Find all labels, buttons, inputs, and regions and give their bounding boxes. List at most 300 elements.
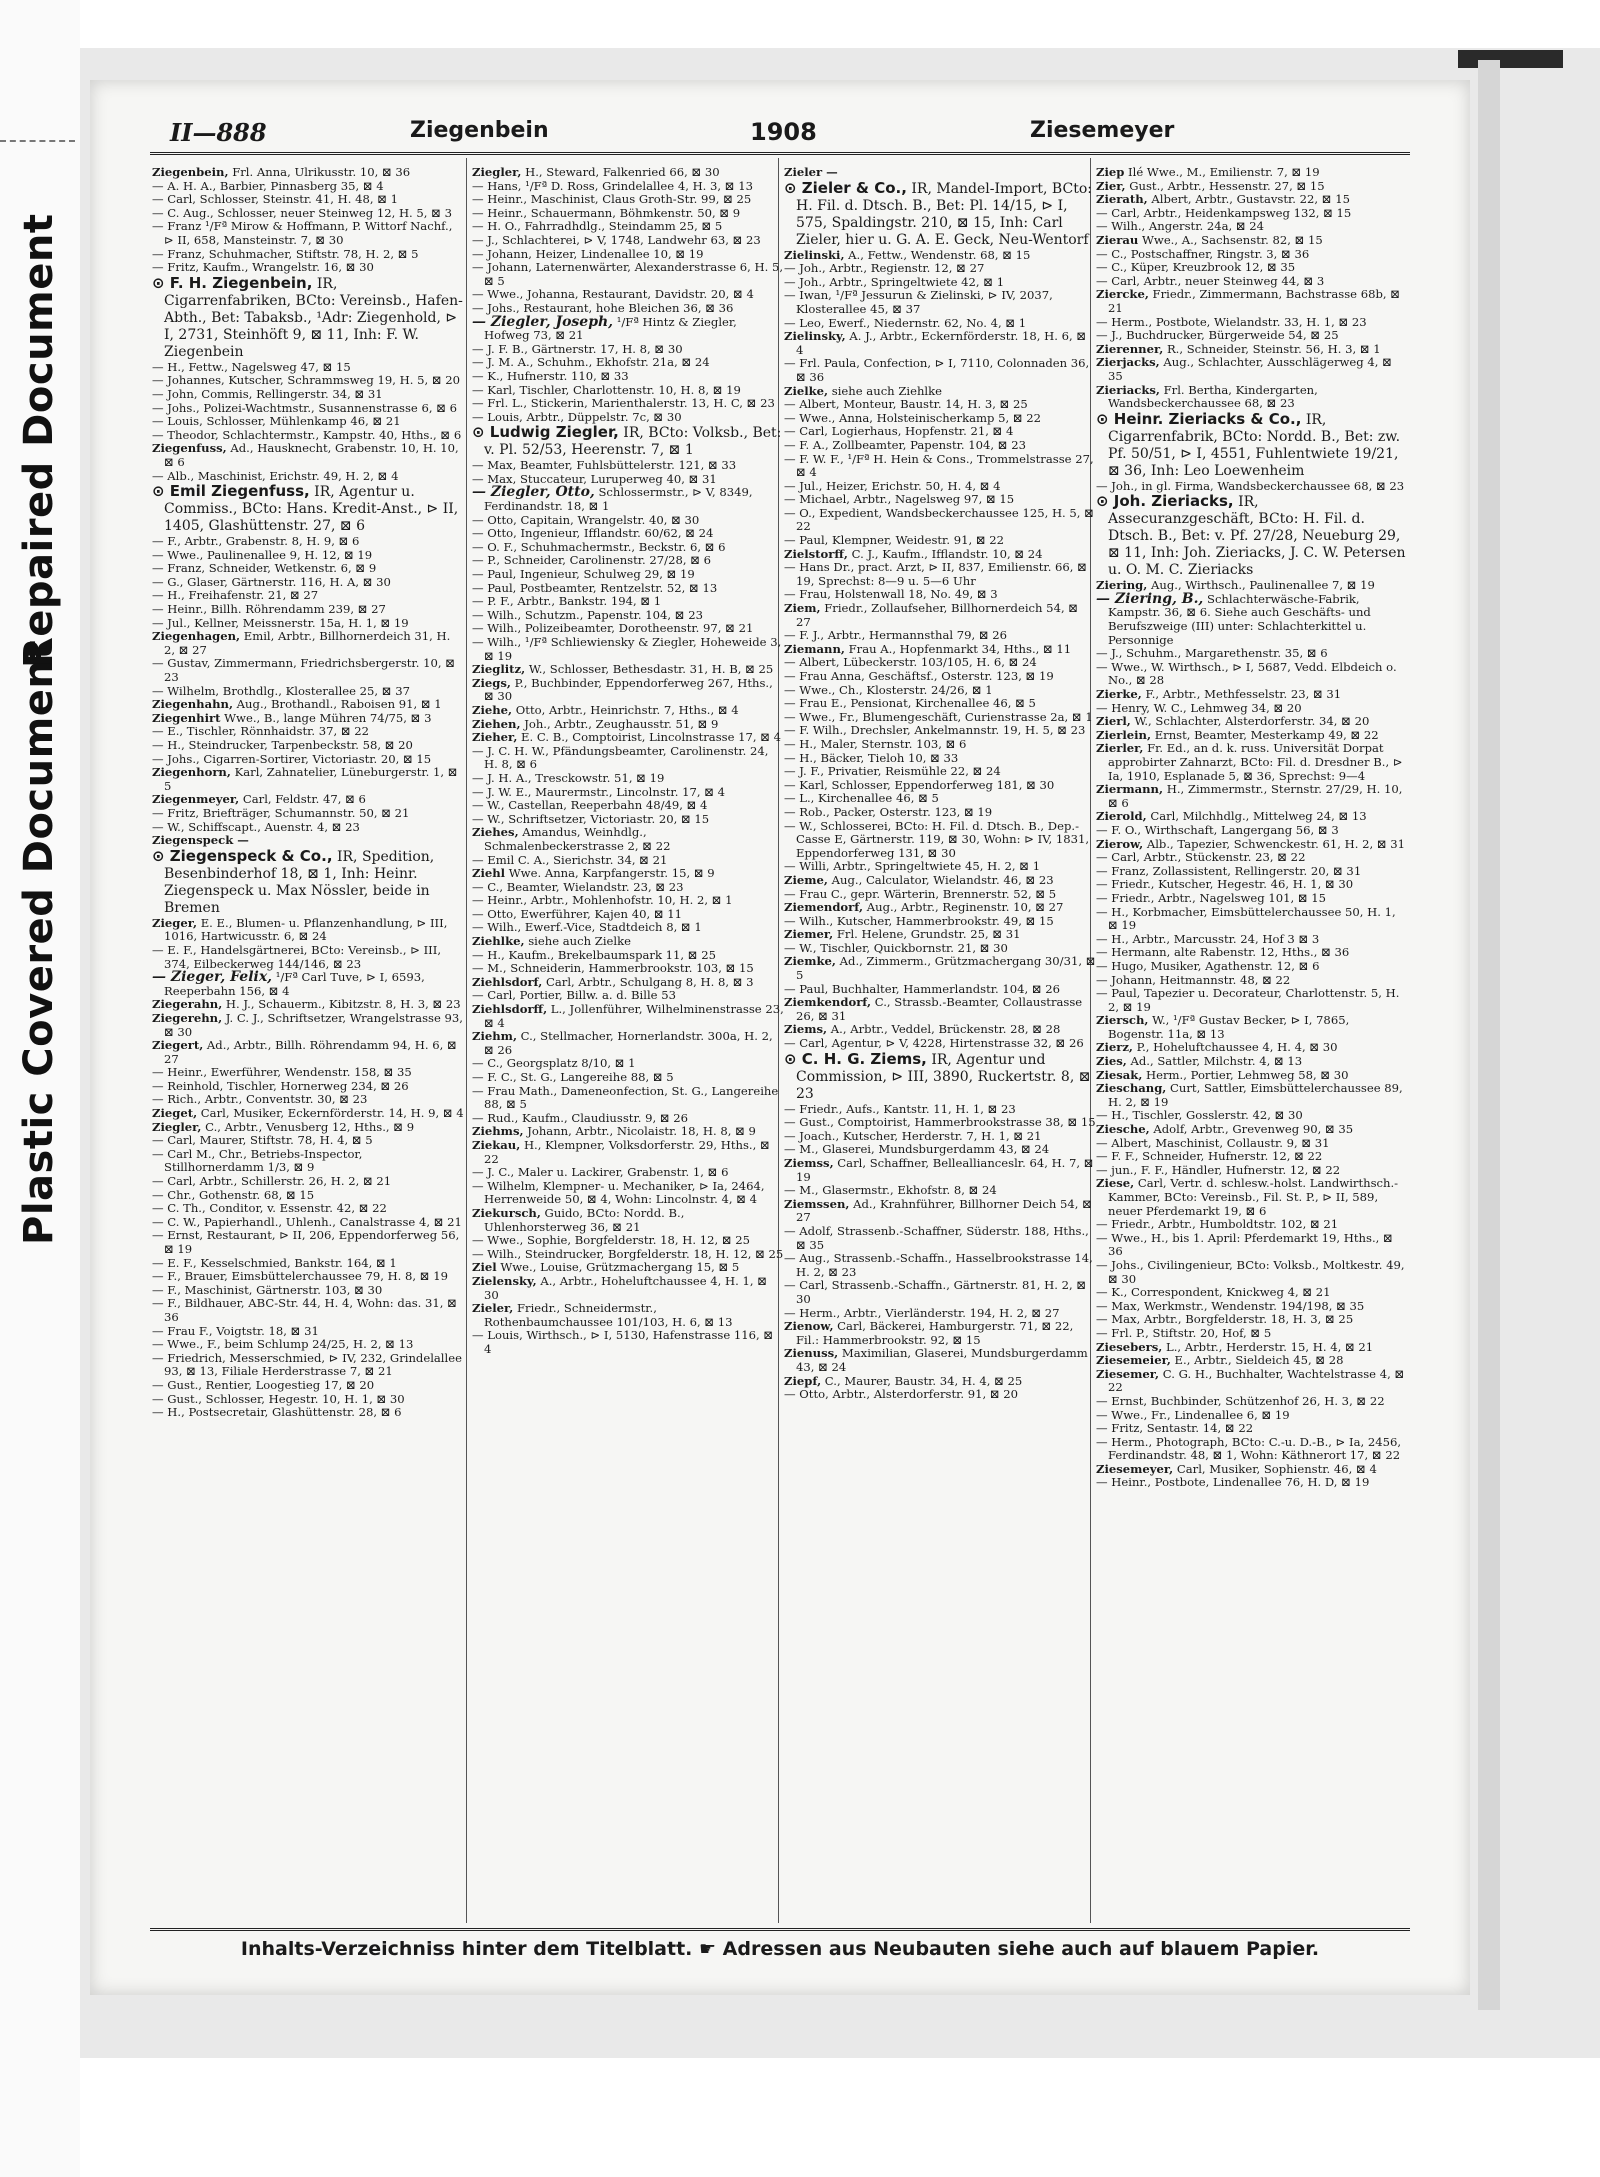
directory-entry bbox=[784, 915, 1096, 929]
directory-entry bbox=[784, 670, 1096, 684]
entry-details: Frau A., Hopfenmarkt 34, Hths., ⊠ 11 bbox=[844, 641, 1072, 656]
directory-entry bbox=[784, 493, 1096, 507]
entry-surname: — Ziegler, Joseph, bbox=[472, 313, 614, 330]
directory-entry bbox=[1096, 1354, 1408, 1368]
entry-details: — H., Freihafenstr. 21, ⊠ 27 bbox=[152, 588, 319, 603]
directory-entry bbox=[152, 1121, 464, 1135]
directory-entry bbox=[784, 276, 1096, 290]
directory-entry bbox=[472, 514, 784, 528]
directory-entry bbox=[152, 1066, 464, 1080]
directory-entry bbox=[152, 821, 464, 835]
directory-entry bbox=[472, 935, 784, 949]
entry-details: — J., Schlachterei, ⊳ V, 1748, Landwehr 63, ⊠ 23 bbox=[472, 232, 761, 247]
directory-entry bbox=[784, 561, 1096, 588]
entry-details: Ad., Arbtr., Billh. Röhrendamm 94, H. 6, ⊠ 27 bbox=[164, 1038, 457, 1066]
entry-details: Carl, Musiker, Sophienstr. 46, ⊠ 4 bbox=[1173, 1461, 1377, 1476]
entry-details: Aug., Calculator, Wielandstr. 46, ⊠ 23 bbox=[827, 872, 1054, 887]
entry-details: — Wwe., Paulinenallee 9, H. 12, ⊠ 19 bbox=[152, 547, 373, 562]
directory-entry bbox=[472, 799, 784, 813]
entry-details: Carl, Milchhdlg., Mittelweg 24, ⊠ 13 bbox=[1146, 809, 1367, 824]
entry-details: — Albert, Lübeckerstr. 103/105, H. 6, ⊠ 24 bbox=[784, 655, 1037, 670]
entry-details: — C., Georgsplatz 8/10, ⊠ 1 bbox=[472, 1056, 636, 1071]
directory-entry bbox=[472, 582, 784, 596]
entry-details: — W., Schriftsetzer, Victoriastr. 20, ⊠ 15 bbox=[472, 811, 710, 826]
header-year: 1908 bbox=[750, 118, 817, 146]
entry-details: ¹/Fª Carl Tuve, ⊳ I, 6593, Reeperbahn 156, ⊠ 4 bbox=[164, 970, 425, 998]
entry-details: — Wwe., Anna, Holsteinischerkamp 5, ⊠ 22 bbox=[784, 410, 1042, 425]
entry-surname: Zieschang, bbox=[1096, 1081, 1167, 1096]
directory-entry bbox=[472, 609, 784, 623]
entry-details: Gust., Arbtr., Hessenstr. 27, ⊠ 15 bbox=[1125, 178, 1325, 193]
entry-details: — Paul, Tapezier u. Decorateur, Charlottenstr. 5, H. 2, ⊠ 19 bbox=[1096, 986, 1400, 1014]
directory-entry bbox=[1096, 1109, 1408, 1123]
entry-details: — C., Postschaffner, Ringstr. 3, ⊠ 36 bbox=[1096, 246, 1310, 261]
entry-details: — Gust., Rentier, Loogestieg 17, ⊠ 20 bbox=[152, 1377, 375, 1392]
directory-entry bbox=[1096, 974, 1408, 988]
directory-entry bbox=[1096, 1082, 1408, 1109]
entry-details: — Joh., Arbtr., Regienstr. 12, ⊠ 27 bbox=[784, 261, 985, 276]
entry-surname: Ziehes, bbox=[472, 825, 519, 840]
entry-details: — Aug., Strassenb.-Schaffn., Hasselbrookstrasse 14, H. 2, ⊠ 23 bbox=[784, 1251, 1093, 1279]
directory-entry bbox=[152, 415, 464, 429]
entry-details: — Ernst, Buchbinder, Schützenhof 26, H. 3, ⊠ 22 bbox=[1096, 1393, 1385, 1408]
entry-details: — Fritz, Briefträger, Schumannstr. 50, ⊠ 21 bbox=[152, 805, 410, 820]
directory-entry bbox=[472, 976, 784, 990]
entry-surname: Ziegenhirt bbox=[152, 710, 221, 725]
directory-entry bbox=[152, 1325, 464, 1339]
directory-entry bbox=[1096, 248, 1408, 262]
directory-entry bbox=[1096, 892, 1408, 906]
directory-entry bbox=[152, 1393, 464, 1407]
entry-surname: Ziehm, bbox=[472, 1029, 517, 1044]
entry-details: — J. C. H. W., Pfändungsbeamter, Carolinenstr. 24, H. 8, ⊠ 6 bbox=[472, 743, 769, 772]
directory-entry bbox=[472, 207, 784, 221]
entry-details: — Otto, Ewerführer, Kajen 40, ⊠ 11 bbox=[472, 906, 682, 921]
entry-details: Guido, BCto: Nordd. B., Uhlenhorsterweg 36, ⊠ 21 bbox=[484, 1205, 685, 1234]
directory-entry bbox=[1096, 1463, 1408, 1477]
directory-entry bbox=[784, 1388, 1096, 1402]
entry-details: Johann, Arbtr., Nicolaistr. 18, H. 8, ⊠ 9 bbox=[523, 1124, 756, 1139]
entry-details: — H., Maler, Sternstr. 103, ⊠ 6 bbox=[784, 736, 967, 751]
directory-entry bbox=[1096, 1286, 1408, 1300]
entry-details: E. E., Blumen- u. Pflanzenhandlung, ⊳ III, 1016, Hartwicusstr. 6, ⊠ 24 bbox=[164, 915, 448, 944]
entry-details: Otto, Arbtr., Heinrichstr. 7, Hths., ⊠ 4 bbox=[512, 702, 739, 717]
entry-surname: Zielstorff, bbox=[784, 546, 848, 561]
entry-details: Aug., Wirthsch., Paulinenallee 7, ⊠ 19 bbox=[1147, 578, 1375, 593]
entry-surname: Ziesebers, bbox=[1096, 1339, 1163, 1354]
entry-details: — Joach., Kutscher, Herderstr. 7, H. 1, ⊠ 21 bbox=[784, 1128, 1042, 1143]
entry-details: J. C. J., Schriftsetzer, Wrangelstrasse 93, ⊠ 30 bbox=[164, 1010, 463, 1039]
entry-details: — Gustav, Zimmermann, Friedrichsbergerstr. 10, ⊠ 23 bbox=[152, 656, 455, 685]
entry-details: — Wwe., Fr., Blumengeschäft, Curienstrasse 2a, ⊠ 1 bbox=[784, 709, 1093, 724]
entry-surname: Zierler, bbox=[1096, 741, 1144, 756]
entry-details: — H. O., Fahrradhdlg., Steindamm 25, ⊠ 5 bbox=[472, 219, 723, 234]
entry-surname: ⊙ Joh. Zieriacks, bbox=[1096, 492, 1234, 511]
directory-entry bbox=[472, 704, 784, 718]
entry-details: — H., Korbmacher, Eimsbüttelerchaussee 50, H. 1, ⊠ 19 bbox=[1096, 904, 1396, 933]
entry-details: Friedr., Zimmermann, Bachstrasse 68b, ⊠ 21 bbox=[1108, 287, 1400, 315]
entry-details: — J. F. B., Gärtnerstr. 17, H. 8, ⊠ 30 bbox=[472, 341, 683, 356]
directory-entry bbox=[784, 439, 1096, 453]
directory-entry bbox=[152, 917, 464, 944]
entry-details: E. C. B., Comptoirist, Lincolnstrasse 17, ⊠ 4 bbox=[517, 730, 782, 745]
directory-entry bbox=[472, 622, 784, 636]
entry-surname: Zieglitz, bbox=[472, 662, 526, 677]
entry-details: — J., Buchdrucker, Bürgerweide 54, ⊠ 25 bbox=[1096, 328, 1339, 343]
entry-details: — Johs., Polizei-Wachtmstr., Susannenstrasse 6, ⊠ 6 bbox=[152, 400, 457, 415]
entry-surname: Ziegler, bbox=[152, 1119, 202, 1134]
entry-details: Aug., Brothandl., Raboisen 91, ⊠ 1 bbox=[233, 697, 442, 712]
entry-surname: Zierke, bbox=[1096, 687, 1142, 702]
entry-details: Carl, Vertr. d. schlesw.-holst. Landwirthsch.-Kammer, BCto: Vereinsb., Fil. St. P., ⊳ II, 589, neuer Pferdemarkt 19, ⊠ 6 bbox=[1108, 1176, 1399, 1218]
directory-entry bbox=[152, 180, 464, 194]
directory-entry bbox=[152, 1297, 464, 1324]
entry-surname: Ziegerehn, bbox=[152, 1010, 223, 1025]
directory-entry bbox=[784, 330, 1096, 357]
entry-details: — F. J., Arbtr., Hermannsthal 79, ⊠ 26 bbox=[784, 628, 1008, 643]
directory-entry bbox=[784, 262, 1096, 276]
directory-entry bbox=[152, 712, 464, 726]
entry-details: — Otto, Ingenieur, Ifflandstr. 60/62, ⊠ 24 bbox=[472, 526, 714, 541]
entry-details: — C., Beamter, Wielandstr. 23, ⊠ 23 bbox=[472, 879, 684, 894]
entry-surname: Ziegenspeck — bbox=[152, 833, 249, 848]
directory-entry bbox=[472, 894, 784, 908]
entry-details: — Hermann, alte Rabenstr. 12, Hths., ⊠ 36 bbox=[1096, 945, 1350, 960]
entry-details: Wwe., A., Sachsenstr. 82, ⊠ 15 bbox=[1138, 232, 1323, 247]
entry-details: — Rud., Kaufm., Claudiusstr. 9, ⊠ 26 bbox=[472, 1110, 688, 1125]
directory-entry bbox=[152, 766, 464, 793]
entry-details: — C., Küper, Kreuzbrook 12, ⊠ 35 bbox=[1096, 260, 1296, 275]
entry-details: IR, Cigarrenfabriken, BCto: Vereinsb., Hafen-Abth., Bet: Tabaksb., ¹Adr: Ziegenhold, ⊳ I, 2731, Steinhöft 9, ⊠ 11, Inh: F. W. Ziegenbein bbox=[164, 275, 463, 360]
directory-entry bbox=[784, 1130, 1096, 1144]
directory-column-2 bbox=[472, 166, 784, 1921]
entry-details: ¹/Fª Hintz & Ziegler, Hofweg 73, ⊠ 21 bbox=[484, 314, 737, 343]
entry-details: Aug., Schlachter, Ausschlägerweg 4, ⊠ 35 bbox=[1108, 355, 1392, 383]
entry-surname: Zielke, bbox=[784, 383, 829, 398]
directory-entry bbox=[1096, 783, 1408, 810]
entry-details: — Albert, Maschinist, Collaustr. 9, ⊠ 31 bbox=[1096, 1135, 1330, 1150]
entry-details: — F. Wilh., Drechsler, Ankelmannstr. 19, H. 5, ⊠ 23 bbox=[784, 723, 1086, 738]
entry-details: Ad., Krahnführer, Billhorner Deich 54, ⊠ 27 bbox=[796, 1196, 1092, 1225]
directory-entry bbox=[472, 1207, 784, 1234]
directory-entry bbox=[1096, 1341, 1408, 1355]
directory-entry bbox=[784, 942, 1096, 956]
directory-entry bbox=[152, 429, 464, 443]
entry-details: A. J., Arbtr., Eckernförderstr. 18, H. 6, ⊠ 4 bbox=[796, 329, 1087, 357]
directory-entry bbox=[1096, 193, 1408, 207]
entry-details: — Carl, Arbtr., Stückenstr. 23, ⊠ 22 bbox=[1096, 850, 1306, 865]
directory-entry bbox=[784, 983, 1096, 997]
entry-details: A., Fettw., Wendenstr. 68, ⊠ 15 bbox=[844, 247, 1031, 262]
entry-details: siehe auch Ziehlke bbox=[828, 383, 943, 398]
directory-entry bbox=[472, 636, 784, 663]
entry-details: — H., Kaufm., Brekelbaumspark 11, ⊠ 25 bbox=[472, 947, 716, 962]
entry-details: — Adolf, Strassenb.-Schaffner, Süderstr. 188, Hths., ⊠ 35 bbox=[784, 1223, 1089, 1252]
entry-details: — F., Brauer, Eimsbüttelerchaussee 79, H. 8, ⊠ 19 bbox=[152, 1269, 448, 1284]
directory-entry bbox=[784, 1051, 1096, 1103]
directory-entry bbox=[472, 718, 784, 732]
directory-entry bbox=[152, 535, 464, 549]
directory-entry bbox=[472, 370, 784, 384]
directory-entry bbox=[152, 1012, 464, 1039]
entry-details: — M., Schneiderin, Hammerbrookstr. 103, ⊠ 15 bbox=[472, 961, 754, 976]
entry-details: Wwe., B., lange Mühren 74/75, ⊠ 3 bbox=[220, 710, 432, 725]
entry-details: Ad., Zimmerm., Grützmachergang 30/31, ⊠ 5 bbox=[796, 954, 1096, 983]
entry-surname: Ziepf, bbox=[784, 1373, 822, 1388]
directory-entry bbox=[152, 725, 464, 739]
entry-details: — Theodor, Schlachtermstr., Kampstr. 40, Hths., ⊠ 6 bbox=[152, 427, 462, 442]
entry-details: — Louis, Schlosser, Mühlenkamp 46, ⊠ 21 bbox=[152, 414, 401, 429]
entry-details: siehe auch Zielke bbox=[524, 934, 631, 949]
entry-surname: Ziehl bbox=[472, 866, 506, 881]
directory-entry bbox=[472, 1302, 784, 1329]
directory-entry bbox=[472, 962, 784, 976]
entry-details: — C. Aug., Schlosser, neuer Steinweg 12, H. 5, ⊠ 3 bbox=[152, 205, 452, 220]
entry-surname: ⊙ Ludwig Ziegler, bbox=[472, 423, 619, 442]
directory-entry bbox=[472, 356, 784, 370]
directory-entry bbox=[472, 663, 784, 677]
entry-surname: Ziekau, bbox=[472, 1137, 521, 1152]
entry-surname: Ziegerahn, bbox=[152, 997, 223, 1012]
directory-entry bbox=[152, 402, 464, 416]
directory-entry bbox=[472, 568, 784, 582]
entry-details: P., Buchbinder, Eppendorferweg 267, Hths., ⊠ 30 bbox=[484, 675, 773, 704]
entry-details: — Franz ¹/Fª Mirow & Hoffmann, P. Wittorf Nachf., ⊳ II, 658, Mansteinstr. 7, ⊠ 30 bbox=[152, 219, 453, 247]
entry-details: Curt, Sattler, Eimsbüttelerchaussee 89, H. 2, ⊠ 19 bbox=[1108, 1081, 1403, 1109]
directory-column-1 bbox=[152, 166, 464, 1921]
directory-entry bbox=[784, 806, 1096, 820]
entry-details: Ad., Hausknecht, Grabenstr. 10, H. 10, ⊠ 6 bbox=[164, 441, 459, 469]
entry-details: Carl, Schaffner, Belleallianceslr. 64, H. 7, ⊠ 19 bbox=[796, 1156, 1094, 1184]
entry-surname: Zierold, bbox=[1096, 809, 1147, 824]
entry-details: — H., Tischler, Gosslerstr. 42, ⊠ 30 bbox=[1096, 1108, 1303, 1123]
directory-entry bbox=[472, 813, 784, 827]
directory-entry bbox=[472, 1234, 784, 1248]
entry-details: H., Klempner, Volksdorferstr. 29, Hths., ⊠ 22 bbox=[484, 1137, 770, 1166]
directory-entry bbox=[1096, 1476, 1408, 1490]
directory-entry bbox=[1096, 729, 1408, 743]
directory-entry bbox=[472, 1139, 784, 1166]
entry-details: — Rich., Arbtr., Conventstr. 30, ⊠ 23 bbox=[152, 1092, 368, 1107]
directory-entry bbox=[472, 261, 784, 288]
directory-entry bbox=[152, 1148, 464, 1175]
directory-entry bbox=[784, 480, 1096, 494]
entry-details: — Hans, ¹/Fª D. Ross, Grindelallee 4, H. 3, ⊠ 13 bbox=[472, 178, 753, 193]
directory-entry bbox=[1096, 810, 1408, 824]
directory-entry bbox=[784, 860, 1096, 874]
directory-entry bbox=[784, 1320, 1096, 1347]
directory-entry bbox=[152, 944, 464, 971]
entry-surname: Zierenner, bbox=[1096, 341, 1164, 356]
directory-entry bbox=[152, 374, 464, 388]
directory-entry bbox=[784, 1184, 1096, 1198]
directory-entry bbox=[152, 1406, 464, 1420]
entry-details: W., ¹/Fª Gustav Becker, ⊳ I, 7865, Bogenstr. 11a, ⊠ 13 bbox=[1108, 1013, 1350, 1041]
directory-entry bbox=[1096, 851, 1408, 865]
entry-details: — Max, Beamter, Fuhlsbüttelerstr. 121, ⊠ 33 bbox=[472, 458, 737, 473]
entry-details: Schlachterwäsche-Fabrik, Kampstr. 36, ⊠ 6. Siehe auch Geschäfts- und Berufszweige (III) unter: Schlachterkittel u. Personnige bbox=[1108, 591, 1371, 647]
entry-surname: — Ziegler, Otto, bbox=[472, 484, 595, 501]
entry-details: — H., Postsecretair, Glashüttenstr. 28, ⊠ 6 bbox=[152, 1405, 402, 1420]
entry-details: — Wilhelm, Brothdlg., Klosterallee 25, ⊠ 37 bbox=[152, 683, 410, 698]
entry-details: C. J., Kaufm., Ifflandstr. 10, ⊠ 24 bbox=[847, 546, 1043, 561]
directory-entry bbox=[472, 677, 784, 704]
directory-entry bbox=[152, 1216, 464, 1230]
entry-surname: ⊙ Ziegenspeck & Co., bbox=[152, 846, 333, 865]
entry-details: R., Schneider, Steinstr. 56, H. 3, ⊠ 1 bbox=[1163, 341, 1381, 356]
entry-surname: Ziemendorf, bbox=[784, 900, 864, 915]
directory-entry bbox=[784, 548, 1096, 562]
directory-entry bbox=[784, 765, 1096, 779]
directory-entry bbox=[784, 792, 1096, 806]
entry-details: Emil, Arbtr., Billhornerdeich 31, H. 2, ⊠ 27 bbox=[164, 629, 451, 657]
directory-entry bbox=[1096, 1313, 1408, 1327]
entry-details: Adolf, Arbtr., Grevenweg 90, ⊠ 35 bbox=[1149, 1122, 1354, 1137]
entry-details: Carl, Feldstr. 47, ⊠ 6 bbox=[239, 792, 366, 807]
entry-details: — H., Bäcker, Tieloh 10, ⊠ 33 bbox=[784, 750, 959, 765]
entry-surname: Zierow, bbox=[1096, 836, 1144, 851]
entry-details: — jun., F. F., Händler, Hufnerstr. 12, ⊠ 22 bbox=[1096, 1162, 1341, 1177]
directory-entry bbox=[784, 317, 1096, 331]
entry-details: — Jul., Heizer, Erichstr. 50, H. 4, ⊠ 4 bbox=[784, 478, 1001, 493]
entry-details: — Johs., Civilingenieur, BCto: Volksb., Moltkestr. 49, ⊠ 30 bbox=[1096, 1257, 1405, 1286]
directory-entry bbox=[152, 1107, 464, 1121]
directory-entry bbox=[472, 166, 784, 180]
entry-surname: Ziesemer, bbox=[1096, 1366, 1160, 1381]
directory-entry bbox=[1096, 688, 1408, 702]
directory-entry bbox=[784, 249, 1096, 263]
entry-details: — Franz, Zollassistent, Rellingerstr. 20, ⊠ 31 bbox=[1096, 863, 1362, 878]
entry-details: — Friedrich, Messerschmied, ⊳ IV, 232, Grindelallee 93, ⊠ 13, Filiale Herderstrasse 7, ⊠ 21 bbox=[152, 1350, 462, 1379]
entry-details: — Heinr., Postbote, Lindenallee 76, H. D, ⊠ 19 bbox=[1096, 1475, 1370, 1490]
directory-entry bbox=[784, 752, 1096, 766]
entry-details: Carl, Arbtr., Schulgang 8, H. 8, ⊠ 3 bbox=[542, 974, 754, 989]
entry-details: H., Zimmermstr., Sternstr. 27/29, H. 10, ⊠ 6 bbox=[1108, 782, 1403, 810]
entry-details: — Johann, Laternenwärter, Alexanderstrasse 6, H. 5, ⊠ 5 bbox=[472, 260, 784, 288]
directory-entry bbox=[152, 361, 464, 375]
entry-surname: — Zieger, Felix, bbox=[152, 969, 273, 986]
directory-entry bbox=[1096, 838, 1408, 852]
directory-entry bbox=[1096, 702, 1408, 716]
directory-entry bbox=[1096, 960, 1408, 974]
directory-entry bbox=[152, 1134, 464, 1148]
directory-column-3 bbox=[784, 166, 1096, 1921]
directory-entry bbox=[472, 1071, 784, 1085]
entry-details: — Wwe., W. Wirthsch., ⊳ I, 5687, Vedd. Elbdeich o. No., ⊠ 28 bbox=[1096, 659, 1397, 688]
entry-details: W., Schlosser, Bethesdastr. 31, H. B, ⊠ 25 bbox=[525, 662, 774, 677]
directory-entry bbox=[784, 425, 1096, 439]
directory-entry bbox=[1096, 590, 1408, 647]
entry-details: — H., Fettw., Nagelsweg 47, ⊠ 15 bbox=[152, 359, 351, 374]
entry-surname: Zienuss, bbox=[784, 1346, 839, 1361]
entry-details: Amandus, Weinhdlg., Schmalenbeckerstrasse 2, ⊠ 22 bbox=[484, 825, 671, 853]
entry-details: Ilé Wwe., M., Emilienstr. 7, ⊠ 19 bbox=[1124, 166, 1320, 179]
entry-details: — W., Tischler, Quickbornstr. 21, ⊠ 30 bbox=[784, 940, 1008, 955]
entry-details: — Hans Dr., pract. Arzt, ⊳ II, 837, Emilienstr. 66, ⊠ 19, Sprechst: 8—9 u. 5—6 Uhr bbox=[784, 560, 1087, 588]
directory-entry bbox=[784, 711, 1096, 725]
entry-surname: Ziehlsdorf, bbox=[472, 974, 543, 989]
directory-entry bbox=[152, 193, 464, 207]
entry-details: — M., Glasermstr., Ekhofstr. 8, ⊠ 24 bbox=[784, 1183, 997, 1198]
entry-details: — F., Bildhauer, ABC-Str. 44, H. 4, Wohn: das. 31, ⊠ 36 bbox=[152, 1296, 457, 1324]
directory-entry bbox=[784, 412, 1096, 426]
entry-surname: Ziermann, bbox=[1096, 782, 1164, 797]
entry-surname: Zieriacks, bbox=[1096, 382, 1160, 397]
entry-surname: Ziegenhagen, bbox=[152, 629, 241, 644]
entry-details: Frl. Anna, Ulrikusstr. 10, ⊠ 36 bbox=[228, 166, 411, 179]
entry-details: — Frau F., Voigtstr. 18, ⊠ 31 bbox=[152, 1323, 319, 1338]
entry-details: — Friedr., Kutscher, Hegestr. 46, H. 1, ⊠ 30 bbox=[1096, 877, 1354, 892]
directory-entry bbox=[784, 588, 1096, 602]
directory-entry bbox=[1096, 493, 1408, 579]
entry-surname: — Ziering, B., bbox=[1096, 590, 1204, 607]
directory-entry bbox=[1096, 275, 1408, 289]
entry-details: — Max, Stuccateur, Luruperweg 40, ⊠ 31 bbox=[472, 471, 717, 486]
directory-entry bbox=[1096, 480, 1408, 494]
directory-entry bbox=[784, 289, 1096, 316]
entry-details: — Wwe., Sophie, Borgfelderstr. 18, H. 12, ⊠ 25 bbox=[472, 1233, 751, 1248]
directory-entry bbox=[784, 779, 1096, 793]
directory-entry bbox=[1096, 411, 1408, 480]
entry-details: — John, Commis, Rellingerstr. 34, ⊠ 31 bbox=[152, 386, 383, 401]
entry-details: Fr. Ed., an d. k. russ. Universität Dorpat approbirter Zahnarzt, BCto: Fil. d. Dresdner B., ⊳ Ia, 1910, Esplanade 5, ⊠ 36, Sprechst: 9—4 bbox=[1108, 741, 1403, 783]
entry-details: — Paul, Postbeamter, Rentzelstr. 52, ⊠ 13 bbox=[472, 580, 718, 595]
entry-details: — Wwe., Fr., Lindenallee 6, ⊠ 19 bbox=[1096, 1407, 1290, 1422]
entry-details: — Heinr., Maschinist, Claus Groth-Str. 99, ⊠ 25 bbox=[472, 192, 752, 207]
entry-details: — Reinhold, Tischler, Hornerweg 234, ⊠ 26 bbox=[152, 1078, 409, 1093]
directory-entry bbox=[784, 1279, 1096, 1306]
entry-details: — P., Schneider, Carolinenstr. 27/28, ⊠ 6 bbox=[472, 553, 711, 568]
directory-entry bbox=[472, 220, 784, 234]
entry-surname: Ziesemeier, bbox=[1096, 1353, 1171, 1368]
entry-surname: Zieler, bbox=[472, 1301, 514, 1316]
entry-details: — Wilh., Polizeibeamter, Dorotheenstr. 97, ⊠ 21 bbox=[472, 621, 754, 636]
entry-surname: Zierlein, bbox=[1096, 727, 1152, 742]
directory-entry bbox=[152, 630, 464, 657]
entry-surname: Ziel bbox=[472, 1260, 497, 1275]
entry-details: — Frl. Paula, Confection, ⊳ I, 7110, Colonnaden 36, ⊠ 36 bbox=[784, 356, 1090, 384]
directory-entry bbox=[472, 1112, 784, 1126]
entry-details: Alb., Tapezier, Schwenckestr. 61, H. 2, ⊠ 31 bbox=[1143, 836, 1406, 851]
entry-details: — E. F., Handelsgärtnerei, BCto: Vereinsb., ⊳ III, 374, Eilbeckerweg 144/146, ⊠ 23 bbox=[152, 942, 442, 971]
directory-entry bbox=[784, 1252, 1096, 1279]
directory-entry bbox=[472, 541, 784, 555]
directory-entry bbox=[1096, 1041, 1408, 1055]
entry-details: — Louis, Arbtr., Düppelstr. 7c, ⊠ 30 bbox=[472, 409, 682, 424]
entry-details: — Frl. L., Stickerin, Marienthalerstr. 13, H. C, ⊠ 23 bbox=[472, 396, 775, 411]
entry-details: IR, Agentur und Commission, ⊳ III, 3890, Ruckertstr. 8, ⊠ 23 bbox=[796, 1051, 1091, 1102]
directory-entry bbox=[472, 1166, 784, 1180]
directory-entry bbox=[1096, 234, 1408, 248]
entry-details: — A. H. A., Barbier, Pinnasberg 35, ⊠ 4 bbox=[152, 178, 384, 193]
directory-entry bbox=[472, 234, 784, 248]
directory-entry bbox=[472, 921, 784, 935]
directory-entry bbox=[152, 834, 464, 848]
entry-surname: ⊙ F. H. Ziegenbein, bbox=[152, 273, 313, 292]
entry-surname: Ziemss, bbox=[784, 1156, 834, 1170]
entry-details: — Wwe., Ch., Klosterstr. 24/26, ⊠ 1 bbox=[784, 682, 993, 697]
directory-entry bbox=[152, 207, 464, 221]
directory-entry bbox=[784, 534, 1096, 548]
directory-entry bbox=[1096, 1069, 1408, 1083]
entry-details: — Johannes, Kutscher, Schrammsweg 19, H. 5, ⊠ 20 bbox=[152, 373, 461, 388]
entry-surname: Ziegenhorn, bbox=[152, 765, 231, 780]
entry-details: — Paul, Klempner, Weidestr. 91, ⊠ 22 bbox=[784, 533, 1004, 548]
entry-surname: Zierjacks, bbox=[1096, 355, 1160, 370]
directory-entry bbox=[784, 1037, 1096, 1051]
entry-details: A., Arbtr., Veddel, Brückenstr. 28, ⊠ 28 bbox=[827, 1022, 1061, 1037]
directory-entry bbox=[1096, 343, 1408, 357]
